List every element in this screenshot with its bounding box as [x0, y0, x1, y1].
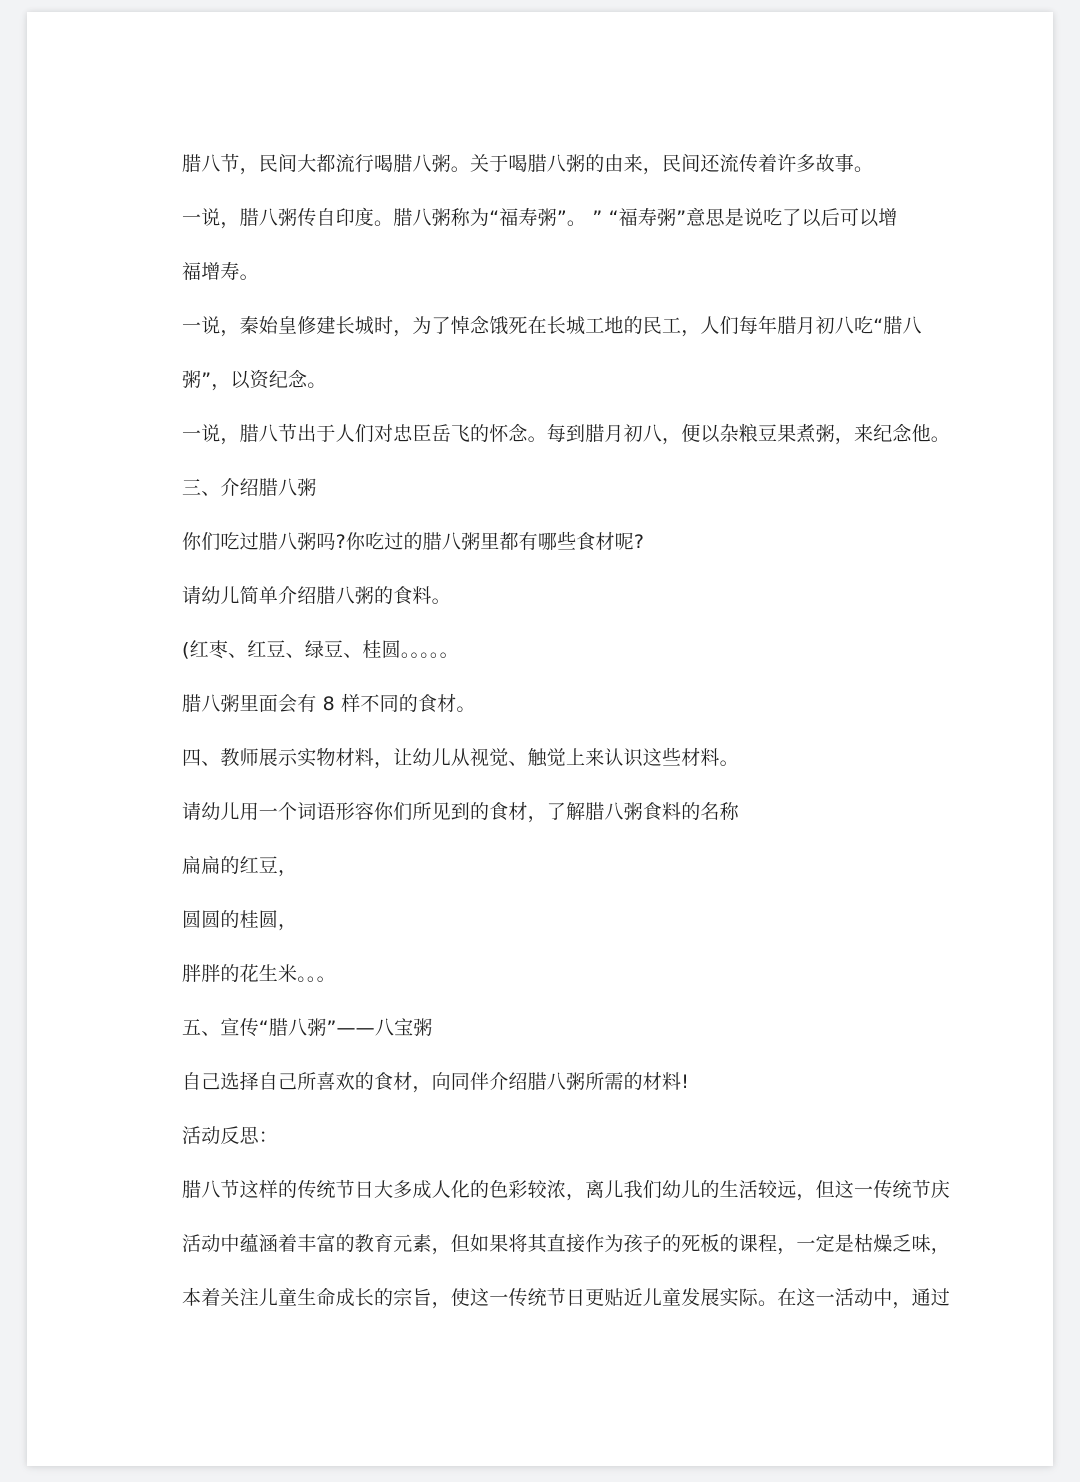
document-body	[182, 149, 951, 1337]
section-heading: 活动反思：	[182, 1125, 279, 1147]
text-line: 福增寿。	[182, 261, 259, 283]
text-line: 本着关注儿童生命成长的宗旨，使这一传统节日更贴近儿童发展实际。在这一活动中，通过	[182, 1287, 951, 1309]
section-heading: 五、宣传“腊八粥”——八宝粥	[182, 1017, 433, 1039]
section-heading: 四、教师展示实物材料，让幼儿从视觉、触觉上来认识这些材料。	[182, 747, 739, 769]
text-line: 腊八节这样的传统节日大多成人化的色彩较浓，离儿我们幼儿的生活较远，但这一传统节庆	[182, 1179, 951, 1201]
text-line: 胖胖的花生米。。。	[182, 963, 336, 985]
text-line: 粥”，以资纪念。	[182, 369, 327, 391]
text-line: 圆圆的桂圆，	[182, 909, 298, 931]
text-line: 请幼儿简单介绍腊八粥的食料。	[182, 585, 451, 607]
text-line: 活动中蕴涵着丰富的教育元素，但如果将其直接作为孩子的死板的课程，一定是枯燥乏味，	[182, 1233, 951, 1255]
section-heading: 三、介绍腊八粥	[182, 477, 317, 499]
text-line: 你们吃过腊八粥吗?你吃过的腊八粥里都有哪些食材呢?	[182, 531, 645, 553]
text-line: 一说，腊八节出于人们对忠臣岳飞的怀念。每到腊月初八，便以杂粮豆果煮粥，来纪念他。	[182, 423, 951, 445]
text-line: 腊八节，民间大都流行喝腊八粥。关于喝腊八粥的由来，民间还流传着许多故事。	[182, 153, 874, 175]
text-line: 自己选择自己所喜欢的食材，向同伴介绍腊八粥所需的材料!	[182, 1071, 690, 1093]
text-line: 一说，秦始皇修建长城时，为了悼念饿死在长城工地的民工，人们每年腊月初八吃“腊八	[182, 315, 922, 337]
text-line: 请幼儿用一个词语形容你们所见到的食材，了解腊八粥食料的名称	[182, 801, 739, 823]
document-page	[27, 12, 1053, 1466]
text-line: 腊八粥里面会有 8 样不同的食材。	[182, 693, 476, 715]
text-line: 一说，腊八粥传自印度。腊八粥称为“福寿粥”。 ” “福寿粥”意思是说吃了以后可以增	[182, 207, 898, 229]
text-line: 扁扁的红豆，	[182, 855, 298, 877]
text-line: (红枣、红豆、绿豆、桂圆。。。。。	[182, 639, 459, 661]
